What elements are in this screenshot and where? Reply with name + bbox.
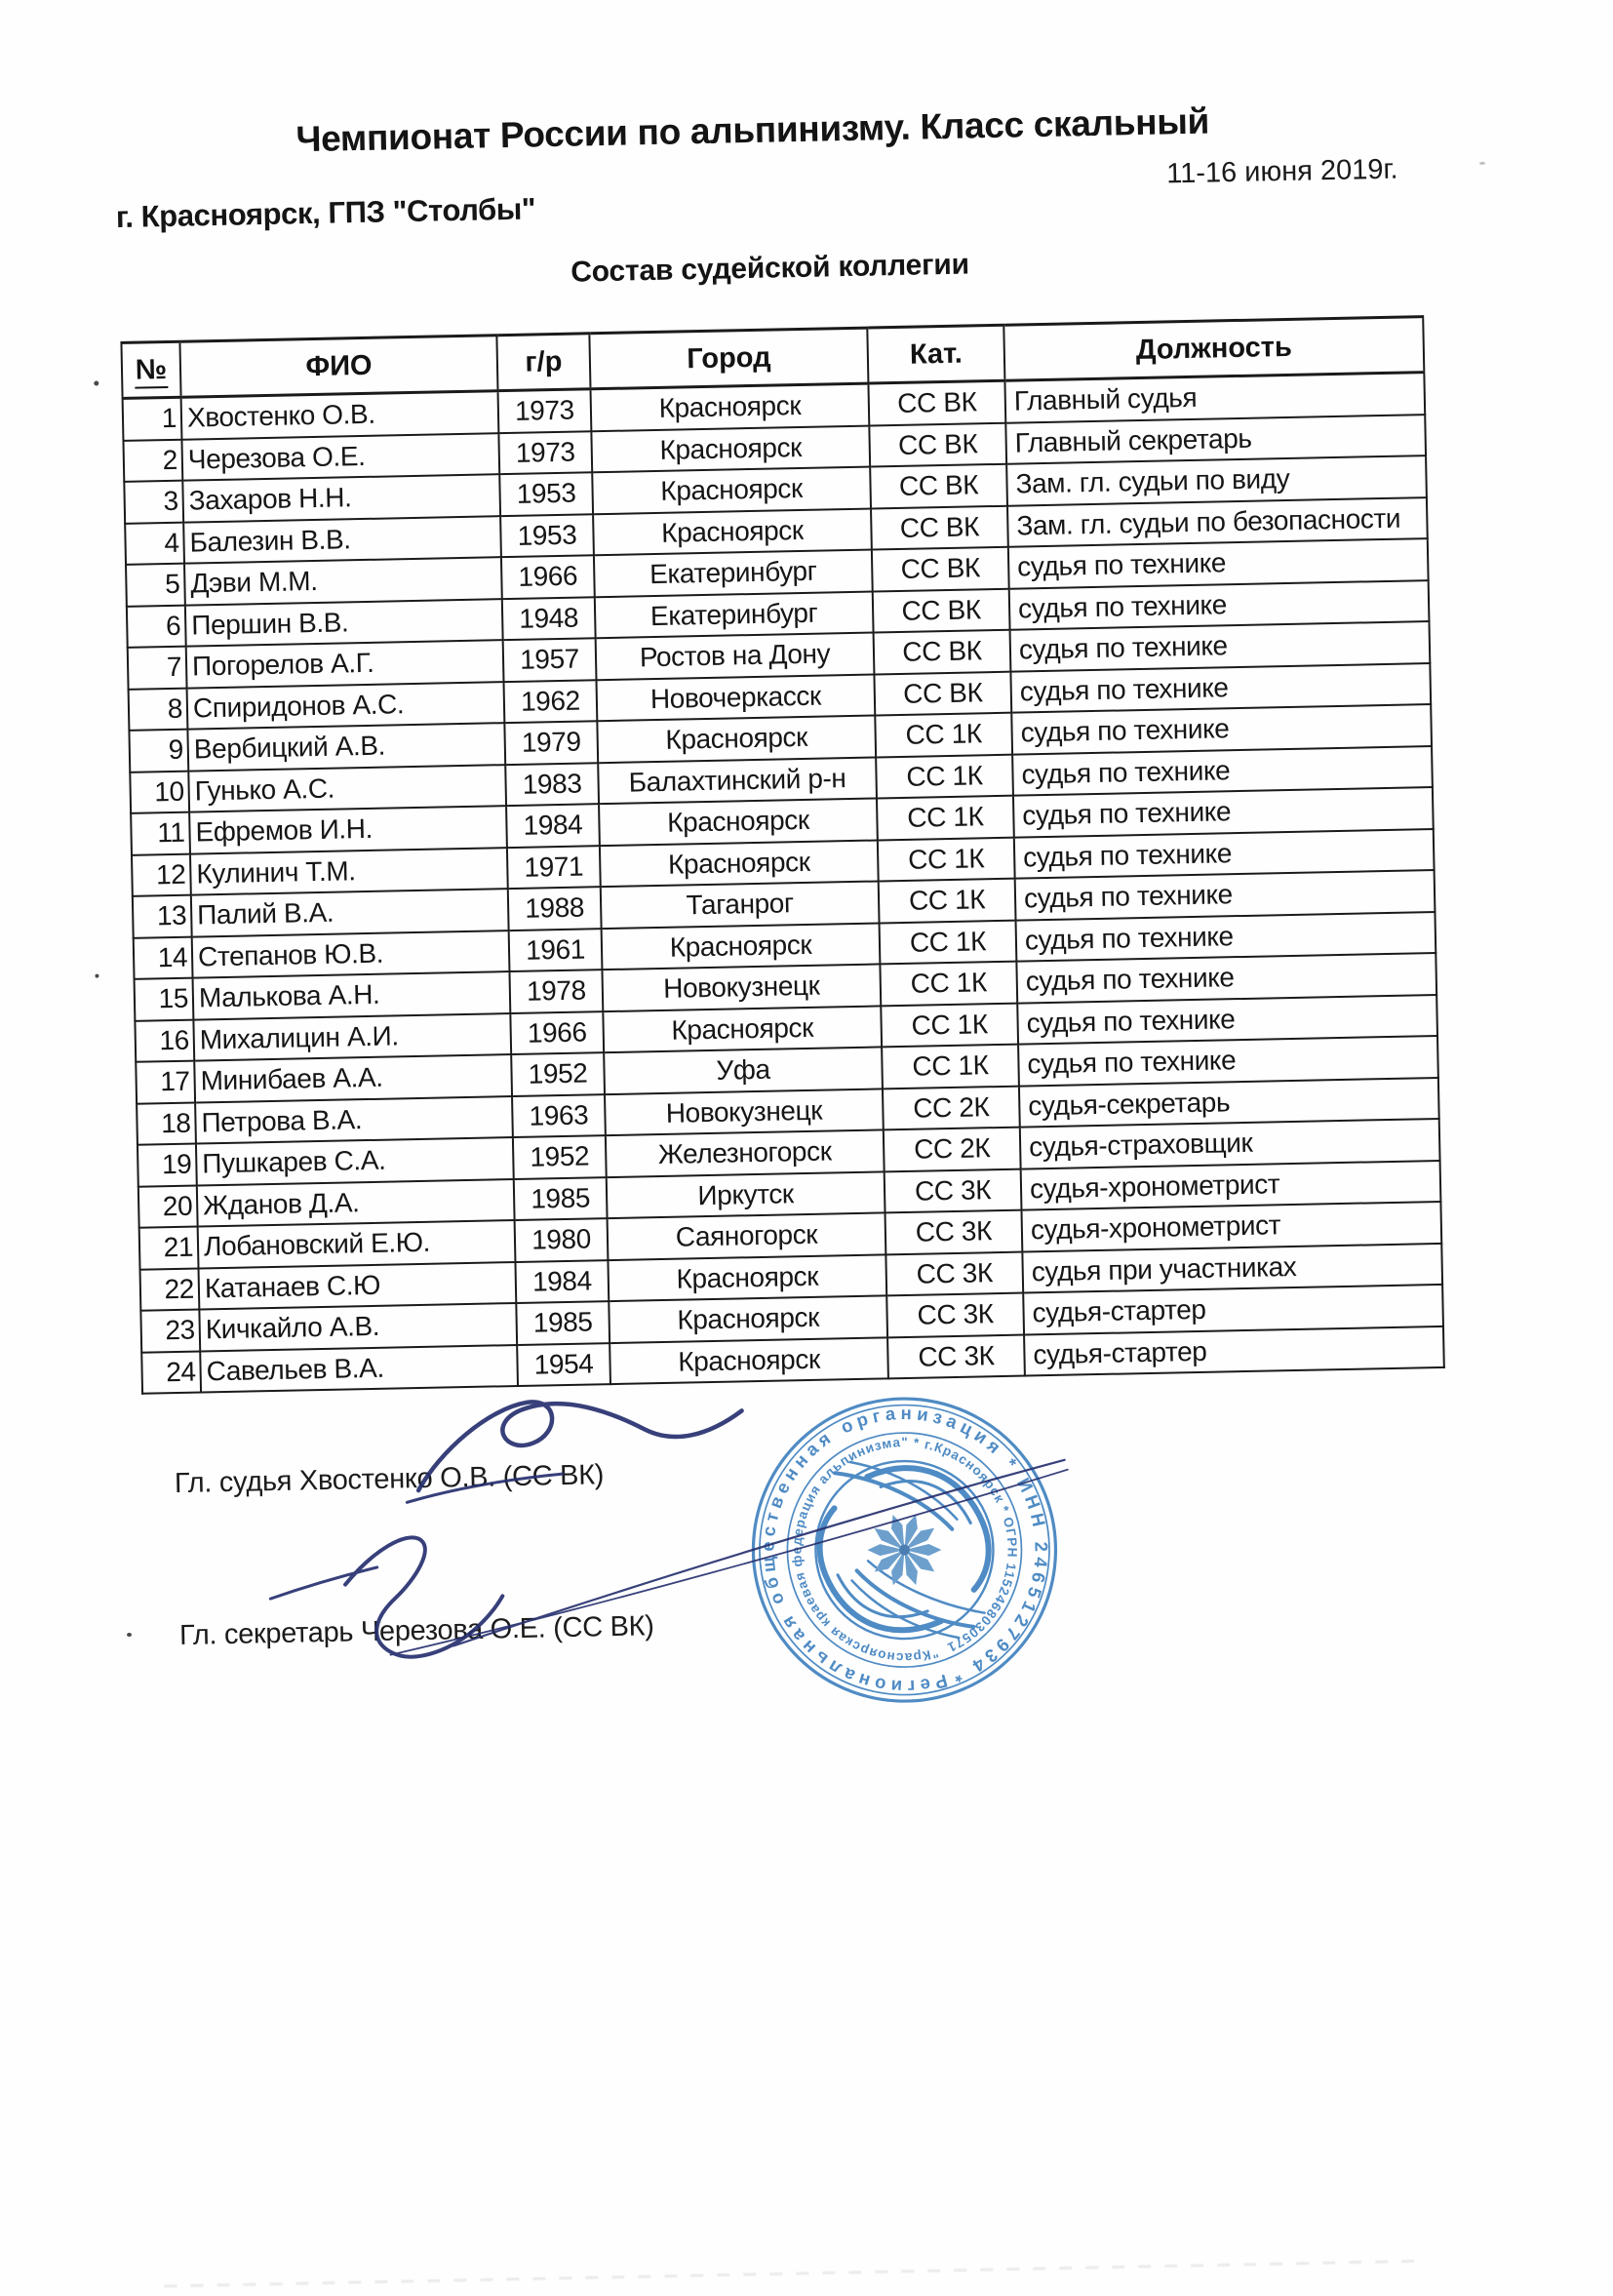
- cell-position: судья по технике: [1016, 912, 1436, 962]
- cell-category: СС 2К: [883, 1086, 1020, 1129]
- cell-position: судья-секретарь: [1019, 1077, 1439, 1127]
- cell-year: 1966: [501, 555, 595, 598]
- cell-name: Пушкарев С.А.: [196, 1137, 514, 1185]
- cell-year: 1966: [510, 1011, 604, 1054]
- cell-num: 11: [131, 812, 190, 855]
- cell-num: 13: [133, 895, 192, 938]
- cell-city: Новокузнецк: [605, 1089, 884, 1135]
- cell-category: СС 1К: [881, 1003, 1018, 1047]
- cell-position: судья по технике: [1012, 746, 1433, 796]
- cell-category: СС ВК: [868, 380, 1005, 425]
- cell-position: судья по технике: [1016, 953, 1436, 1003]
- cell-city: Новокузнецк: [602, 964, 881, 1010]
- cell-city: Красноярск: [608, 1254, 886, 1301]
- cell-num: 24: [141, 1351, 201, 1394]
- cell-category: СС 3К: [886, 1293, 1024, 1337]
- cell-city: Иркутск: [607, 1171, 885, 1218]
- cell-city: Красноярск: [609, 1295, 887, 1342]
- cell-year: 1973: [498, 431, 592, 474]
- stamp-inner-text: "Красноярская краевая федерация альпинизма" * г.Красноярск * ОГРН 1152468030571: [789, 1435, 1020, 1666]
- cell-year: 1953: [500, 514, 594, 557]
- cell-city: Красноярск: [597, 716, 876, 763]
- cell-city: Екатеринбург: [595, 591, 874, 638]
- stamp-outer-text: Региональная общественная организация * ИНН 2465127934 *: [757, 1402, 1052, 1698]
- cell-position: судья по технике: [1011, 704, 1432, 754]
- cell-position: судья по технике: [1013, 787, 1434, 837]
- cell-name: Кулинич Т.М.: [190, 848, 508, 895]
- cell-city: Саяногорск: [608, 1212, 886, 1259]
- cell-category: СС 3К: [887, 1334, 1025, 1378]
- cell-num: 9: [129, 730, 188, 772]
- cell-num: 20: [138, 1185, 198, 1228]
- cell-category: СС ВК: [874, 630, 1011, 674]
- column-header-year: г/р: [496, 334, 590, 391]
- cell-year: 1961: [509, 929, 603, 971]
- cell-city: Ростов на Дону: [596, 633, 875, 680]
- cell-name: Вербицкий А.В.: [187, 723, 505, 771]
- cell-city: Уфа: [604, 1047, 883, 1093]
- cell-name: Балезин В.В.: [183, 516, 501, 564]
- cell-position: судья-страховщик: [1020, 1119, 1440, 1168]
- cell-city: Красноярск: [592, 467, 871, 514]
- bleed-through-artifact: [164, 2260, 1422, 2288]
- scan-speck: [95, 974, 98, 978]
- cell-city: Красноярск: [590, 383, 869, 431]
- cell-city: Таганрог: [601, 881, 880, 928]
- cell-name: Савельев В.А.: [200, 1345, 518, 1393]
- cell-position: Главный судья: [1004, 373, 1425, 423]
- cell-position: судья-хронометрист: [1021, 1160, 1441, 1209]
- scan-speck: [1479, 162, 1485, 165]
- cell-city: Красноярск: [591, 425, 870, 472]
- cell-position: судья по технике: [1015, 870, 1436, 920]
- cell-year: 1971: [507, 846, 601, 889]
- scan-speck: [94, 380, 98, 385]
- cell-num: 23: [140, 1310, 200, 1353]
- cell-position: судья при участниках: [1022, 1243, 1442, 1292]
- cell-num: 7: [128, 647, 187, 690]
- cell-category: СС ВК: [873, 588, 1010, 632]
- cell-category: СС 1К: [878, 837, 1015, 881]
- cell-year: 1985: [516, 1301, 610, 1344]
- cell-name: Михалицин А.И.: [193, 1013, 511, 1061]
- cell-name: Жданов Д.А.: [197, 1179, 515, 1227]
- cell-num: 2: [123, 439, 182, 482]
- cell-position: судья по технике: [1018, 1036, 1438, 1086]
- column-header-city: Город: [589, 328, 868, 389]
- cell-city: Новочеркасск: [596, 674, 875, 721]
- cell-year: 1952: [513, 1135, 607, 1178]
- cell-position: судья-хронометрист: [1021, 1202, 1441, 1251]
- cell-position: Главный секретарь: [1005, 415, 1426, 464]
- cell-category: СС 1К: [877, 796, 1014, 840]
- cell-name: Дэви М.М.: [184, 557, 502, 605]
- cell-year: 1988: [508, 887, 602, 930]
- cell-year: 1973: [498, 389, 592, 433]
- column-header-category: Кат.: [867, 325, 1004, 383]
- cell-num: 5: [126, 564, 185, 607]
- cell-category: СС ВК: [871, 505, 1008, 549]
- cell-city: Екатеринбург: [594, 550, 873, 597]
- cell-name: Черезова О.Е.: [181, 433, 499, 481]
- chief-secretary-signature-line: Гл. секретарь Черезова О.Е. (СС ВК): [178, 1610, 654, 1652]
- cell-category: СС 1К: [882, 1045, 1019, 1089]
- cell-city: Красноярск: [602, 923, 881, 970]
- cell-num: 22: [140, 1268, 200, 1311]
- cell-city: Красноярск: [603, 1006, 882, 1052]
- cell-num: 1: [123, 397, 182, 440]
- cell-city: Балахтинский р-н: [598, 757, 877, 804]
- cell-category: СС 2К: [884, 1128, 1021, 1171]
- cell-name: Погорелов А.Г.: [186, 640, 504, 688]
- cell-name: Петрова В.А.: [195, 1096, 513, 1144]
- cell-category: СС ВК: [872, 547, 1009, 591]
- cell-category: СС ВК: [870, 464, 1007, 508]
- cell-position: судья по технике: [1009, 580, 1430, 630]
- judges-table-body: [123, 373, 1444, 1394]
- cell-num: 3: [124, 481, 183, 524]
- cell-name: Малькова А.Н.: [193, 971, 511, 1019]
- cell-position: судья-стартер: [1024, 1326, 1444, 1375]
- cell-num: 10: [130, 771, 189, 813]
- cell-category: СС 1К: [880, 920, 1017, 964]
- event-location: г. Красноярск, ГПЗ "Столбы": [115, 191, 536, 235]
- column-header-num: №: [121, 341, 180, 398]
- cell-position: судья по технике: [1017, 995, 1437, 1045]
- cell-num: 19: [138, 1144, 197, 1187]
- cell-num: 12: [132, 853, 191, 896]
- cell-name: Палий В.А.: [191, 889, 509, 936]
- cell-year: 1980: [515, 1218, 609, 1261]
- cell-position: Зам. гл. судьи по виду: [1006, 455, 1427, 505]
- cell-category: СС 3К: [885, 1251, 1023, 1295]
- cell-num: 21: [139, 1227, 199, 1270]
- cell-category: СС 3К: [885, 1168, 1022, 1212]
- cell-num: 14: [134, 936, 193, 979]
- cell-category: СС 1К: [879, 879, 1016, 923]
- cell-num: 4: [125, 522, 184, 565]
- cell-category: СС 1К: [876, 754, 1013, 798]
- judges-table: [120, 315, 1444, 1395]
- cell-name: Катанаев С.Ю: [199, 1262, 517, 1310]
- cell-city: Железногорск: [606, 1129, 885, 1176]
- cell-name: Лобановский Е.Ю.: [198, 1220, 516, 1268]
- cell-year: 1953: [499, 472, 593, 515]
- cell-num: 18: [137, 1102, 196, 1145]
- cell-city: Красноярск: [599, 798, 878, 845]
- cell-num: 16: [135, 1019, 194, 1062]
- cell-num: 6: [127, 605, 186, 648]
- cell-year: 1957: [503, 638, 597, 681]
- cell-category: СС 1К: [880, 962, 1017, 1006]
- cell-name: Спиридонов А.С.: [187, 682, 505, 730]
- cell-position: судья по технике: [1014, 829, 1435, 879]
- cell-year: 1985: [514, 1177, 608, 1220]
- cell-position: судья по технике: [1008, 538, 1429, 588]
- cell-name: Захаров Н.Н.: [182, 474, 500, 522]
- cell-year: 1984: [515, 1260, 609, 1303]
- handwritten-signatures-ink: [249, 1349, 1134, 1757]
- cell-position: судья-стартер: [1023, 1285, 1443, 1334]
- cell-year: 1952: [511, 1052, 605, 1095]
- cell-name: Ефремов И.Н.: [189, 806, 507, 853]
- cell-year: 1979: [504, 721, 598, 764]
- cell-category: СС 3К: [885, 1210, 1023, 1254]
- cell-num: 8: [129, 688, 188, 731]
- cell-name: Степанов Ю.В.: [192, 930, 510, 978]
- cell-year: 1962: [503, 680, 597, 723]
- cell-name: Гунько А.С.: [188, 765, 506, 812]
- column-header-name: ФИО: [179, 336, 497, 398]
- cell-position: Зам. гл. судьи по безопасности: [1007, 497, 1428, 547]
- cell-name: Кичкайло А.В.: [199, 1303, 517, 1351]
- cell-city: Красноярск: [610, 1337, 888, 1384]
- cell-year: 1963: [512, 1094, 606, 1137]
- event-dates: 11-16 июня 2019г.: [1165, 153, 1398, 190]
- cell-num: 15: [135, 978, 194, 1021]
- cell-city: Красноярск: [600, 840, 879, 887]
- scan-speck: [127, 1633, 132, 1637]
- cell-category: СС 1К: [875, 713, 1012, 757]
- cell-year: 1984: [506, 804, 600, 847]
- cell-year: 1983: [505, 763, 599, 806]
- cell-position: судья по технике: [1010, 621, 1431, 671]
- cell-name: Хвостенко О.В.: [181, 391, 499, 440]
- cell-city: Красноярск: [593, 508, 872, 555]
- chief-judge-signature-line: Гл. судья Хвостенко О.В. (СС ВК): [174, 1459, 605, 1500]
- cell-position: судья по технике: [1010, 663, 1431, 713]
- cell-name: Минибаев А.А.: [194, 1054, 512, 1102]
- cell-year: 1954: [517, 1343, 610, 1386]
- cell-category: СС ВК: [869, 422, 1006, 466]
- cell-num: 17: [136, 1061, 195, 1104]
- cell-year: 1948: [502, 597, 596, 640]
- cell-name: Першин В.В.: [185, 599, 503, 647]
- section-title: Состав судейской коллегии: [570, 248, 970, 289]
- page-title: Чемпионат России по альпинизму. Класс скальный: [295, 100, 1210, 160]
- cell-category: СС ВК: [874, 671, 1011, 715]
- column-header-position: Должность: [1003, 317, 1424, 381]
- cell-year: 1978: [509, 970, 603, 1012]
